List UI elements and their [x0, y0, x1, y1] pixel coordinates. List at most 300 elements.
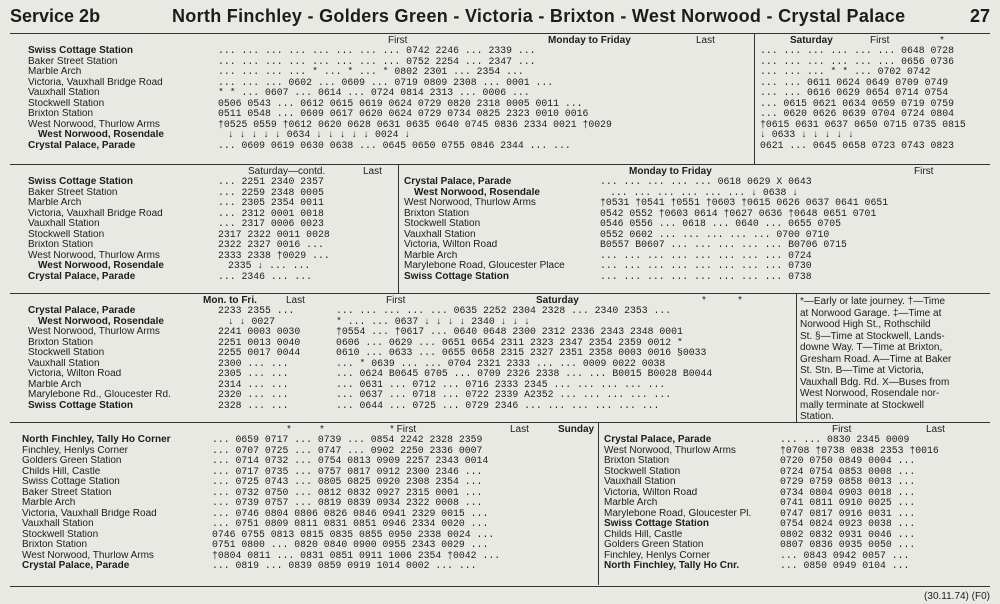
table-row	[28, 338, 348, 349]
table-row	[604, 435, 990, 446]
head-days: Saturday	[536, 295, 579, 306]
head-last: Last	[696, 35, 715, 46]
head-days: Mon. to Fri.	[203, 295, 257, 306]
head-mark: *	[287, 424, 291, 435]
stop-times: †0531 †0541 †0551 †0603 †0615 0626 0637 0641 0651	[600, 198, 889, 208]
timetable-rows	[28, 306, 348, 411]
stop-times: †0708 †0738 0838 2353 †0016	[780, 445, 939, 456]
table-row	[604, 519, 990, 530]
head-first: * First	[390, 424, 417, 435]
head-days: Saturday	[790, 35, 833, 46]
stop-times: 2251 0013 0040	[218, 337, 301, 348]
divider-v2	[398, 165, 399, 293]
stop-name: Finchley, Henlys Corner	[22, 445, 128, 456]
stop-name: Brixton Station	[28, 109, 94, 119]
stop-times: †0615 0631 0637 0650 0715 0735 0815	[760, 119, 966, 130]
table-row	[28, 359, 348, 370]
stop-name: Crystal Palace, Parade	[28, 140, 136, 151]
head-first: First	[914, 166, 934, 177]
stop-times: * * ... 0607 ... 0614 ... 0724 0814 2313 ... 0006 ...	[218, 88, 530, 98]
stop-times: 0506 0543 ... 0612 0615 0619 0624 0729 0820 2318 0005 0011 ...	[218, 98, 583, 109]
table-row	[28, 348, 348, 359]
stop-times: 0610 ... 0633 ... 0655 0658 2315 2327 2351 2358 0003 0016 §0033	[336, 348, 707, 358]
stop-times: ... ... ... ... * ... * ... * 0802 2301 ... 2354 ...	[218, 67, 524, 77]
block-mon-fri-northbound	[404, 167, 990, 282]
table-row	[336, 401, 794, 412]
table-row	[604, 488, 990, 499]
table-row	[28, 57, 750, 68]
stop-times: 2233 2355 ...	[218, 306, 295, 316]
stop-times: ... 0819 ... 0839 0859 0919 1014 0002 ... ...	[212, 561, 477, 571]
table-row	[604, 477, 990, 488]
footer-divider	[10, 586, 990, 587]
table-row	[28, 272, 394, 283]
stop-times: 0511 0548 ... 0609 0617 0620 0624 0729 0734 0825 2323 0010 0016	[218, 109, 589, 119]
stop-name: West Norwood, Rosendale	[38, 130, 164, 140]
stop-name: West Norwood, Thurlow Arms	[28, 119, 160, 130]
table-row	[604, 456, 990, 467]
stop-times: 2333 2338 †0029 ...	[218, 250, 330, 261]
table-row	[28, 177, 394, 188]
table-row	[28, 306, 348, 317]
stop-name: Finchley, Henlys Corner	[604, 550, 710, 561]
stop-name: Marylebone Road, Gloucester Pl.	[604, 508, 752, 519]
head-mark: *	[738, 295, 742, 306]
table-row	[28, 198, 394, 209]
stop-times: * ... ... 0637 ↓ ↓ ↓ ↓ 2340 ↓ ↓ ↓	[336, 316, 531, 327]
stop-times: 0741 0811 0910 0025 ...	[780, 498, 916, 508]
stop-times: ... 2259 2348 0005	[218, 187, 324, 198]
table-row	[336, 369, 794, 380]
stop-times: 2300 ... ...	[218, 358, 289, 369]
stop-name: Vauxhall Station	[404, 229, 476, 240]
stop-name: Marylebone Rd., Gloucester Rd.	[28, 390, 171, 400]
table-row	[28, 317, 348, 328]
stop-times: 0546 0556 ... 0618 ... 0640 ... 0655 0705	[600, 219, 842, 229]
block-heads	[336, 296, 794, 306]
stop-times: ... ... 0616 0629 0654 0714 0754	[760, 88, 949, 98]
table-row	[604, 540, 990, 551]
stop-name: Brixton Station	[28, 337, 94, 348]
stop-name: Swiss Cottage Station	[28, 177, 134, 187]
stop-name: Swiss Cottage Station	[404, 271, 510, 282]
footnote-line: West Norwood, Rosendale nor-	[800, 388, 940, 399]
table-row	[760, 78, 990, 89]
table-row	[28, 109, 750, 120]
table-row	[22, 446, 596, 457]
stop-times: 0747 0817 0916 0031 ...	[780, 508, 916, 519]
table-row	[28, 230, 394, 241]
table-row	[28, 261, 394, 272]
block-saturday-northbound	[336, 296, 794, 411]
stop-name: Marble Arch	[22, 498, 76, 508]
stop-name: Swiss Cottage Station	[28, 400, 134, 411]
table-row	[22, 530, 596, 541]
timetable-rows	[760, 46, 990, 151]
table-row	[22, 435, 596, 446]
table-row	[336, 359, 794, 370]
block-heads	[604, 425, 990, 435]
stop-name: North Finchley, Tally Ho Cnr.	[604, 561, 740, 571]
table-row	[760, 141, 990, 152]
stop-name: Victoria, Vauxhall Bridge Road	[22, 508, 157, 519]
table-row	[28, 240, 394, 251]
stop-times: ... ... ... ... ... ... ... ... 0730	[600, 261, 812, 271]
footer-date: (30.11.74) (F0)	[924, 591, 990, 602]
table-row	[404, 240, 990, 251]
head-days: Sunday	[558, 424, 595, 435]
table-row	[22, 509, 596, 520]
table-row	[28, 369, 348, 380]
block-heads	[28, 167, 394, 177]
stop-name: Crystal Palace, Parade	[22, 561, 130, 571]
table-row	[336, 327, 794, 338]
stop-times: ... ... ... ... ... ... ... ... 0724	[600, 250, 812, 261]
stop-name: Swiss Cottage Station	[22, 477, 120, 487]
block-sunday-southbound	[22, 425, 596, 572]
block-saturday-southbound	[760, 36, 990, 151]
head-days: Saturday—contd.	[248, 166, 326, 177]
table-row	[28, 188, 394, 199]
table-row	[404, 230, 990, 241]
table-row	[336, 380, 794, 391]
stop-times: 0606 ... 0629 ... 0651 0654 2311 2323 2347 2354 2359 0012 *	[336, 337, 683, 348]
table-row	[28, 141, 750, 152]
table-row	[336, 306, 794, 317]
table-row	[404, 177, 990, 188]
table-row	[604, 509, 990, 520]
table-row	[28, 251, 394, 262]
head-last: Last	[926, 424, 945, 435]
stop-times: ↓ ↓ ↓ ↓ ↓ 0634 ↓ ↓ ↓ ↓ ↓ 0024 ↓	[228, 130, 411, 140]
head-last: Last	[510, 424, 529, 435]
stop-times: 2335 ↓ ... ...	[228, 261, 311, 271]
table-row	[604, 530, 990, 541]
table-row	[28, 327, 348, 338]
stop-name: Marylebone Road, Gloucester Place	[404, 261, 565, 271]
stop-times: 2328 ... ...	[218, 400, 289, 411]
timetable-rows	[404, 177, 990, 282]
stop-times: ... ... ... ... ... 0635 2252 2304 2328 ... 2340 2353 ...	[336, 306, 672, 316]
table-row	[604, 498, 990, 509]
divider-h2	[10, 293, 990, 294]
stop-times: 0751 0800 ... 0820 0840 0900 0955 2343 0029 ...	[212, 540, 489, 550]
stop-name: Brixton Station	[404, 208, 470, 219]
table-row	[22, 488, 596, 499]
route-title: North Finchley - Golders Green - Victoria - Brixton - West Norwood - Crystal Palace	[172, 6, 906, 26]
table-row	[760, 120, 990, 131]
stop-name: West Norwood, Rosendale	[414, 187, 540, 198]
stop-times: ... 0739 0757 ... 0819 0839 0934 2322 0008 ...	[212, 498, 483, 508]
stop-times: ... ... ... ... ... ... 0656 0736	[760, 56, 955, 67]
stop-times: ... 0620 0626 0639 0704 0724 0804	[760, 109, 955, 119]
stop-times: 2305 ... ...	[218, 369, 289, 379]
stop-times: ... 0707 0725 ... 0747 ... 0902 2250 2336 0007	[212, 445, 483, 456]
table-row	[28, 390, 348, 401]
table-row	[760, 57, 990, 68]
stop-name: Stockwell Station	[404, 219, 481, 229]
stop-name: Marble Arch	[28, 379, 82, 390]
stop-name: West Norwood, Thurlow Arms	[28, 250, 160, 261]
stop-name: Crystal Palace, Parade	[404, 177, 512, 187]
table-row	[404, 209, 990, 220]
table-row	[22, 551, 596, 562]
stop-times: 2314 ... ...	[218, 379, 289, 390]
table-row	[336, 317, 794, 328]
head-mark: *	[320, 424, 324, 435]
head-first: First	[386, 295, 406, 306]
stop-times: ... 2305 2354 0011	[218, 198, 324, 208]
block-saturday-contd	[28, 167, 394, 282]
stop-times: ... ... ... * * ... 0702 0742	[760, 67, 931, 77]
stop-times: ... ... 0611 0624 0649 0709 0749	[760, 77, 949, 88]
stop-name: Marble Arch	[28, 198, 82, 208]
stop-times: †0804 0811 ... 0831 0851 0911 1006 2354 †0042 ...	[212, 550, 501, 561]
stop-name: Brixton Station	[604, 456, 670, 466]
table-row	[28, 380, 348, 391]
stop-name: West Norwood, Rosendale	[38, 261, 164, 271]
table-row	[28, 46, 750, 57]
table-row	[404, 261, 990, 272]
divider-v3	[796, 294, 797, 422]
stop-times: 0734 0804 0903 0018 ...	[780, 487, 916, 498]
table-row	[760, 88, 990, 99]
service-number: Service 2b	[10, 6, 101, 26]
block-heads	[404, 167, 990, 177]
stop-times: 2241 0003 0030	[218, 327, 301, 337]
stop-times: 2320 ... ...	[218, 390, 289, 400]
timetable-rows	[604, 435, 990, 572]
block-mon-fri-southbound	[28, 36, 750, 151]
stop-times: 0621 ... 0645 0658 0723 0743 0823	[760, 140, 955, 151]
timetable-rows	[336, 306, 794, 411]
footnote-line: downe Way. T—Time at Brixton,	[800, 342, 943, 353]
table-row	[28, 219, 394, 230]
table-row	[760, 109, 990, 120]
divider-v1	[754, 34, 755, 164]
timetable-rows	[28, 46, 750, 151]
table-row	[404, 251, 990, 262]
stop-times: ... 0732 0750 ... 0812 0832 0927 2315 0001 ...	[212, 487, 483, 498]
head-days: Monday to Friday	[629, 166, 712, 177]
stop-times: ... ... ... ... ... ... ... ... 0738	[600, 271, 812, 282]
table-row	[28, 120, 750, 131]
table-row	[22, 540, 596, 551]
stop-times: 0724 0754 0853 0008 ...	[780, 466, 916, 477]
table-row	[336, 390, 794, 401]
stop-times: ... ... 0830 2345 0009	[780, 435, 910, 445]
stop-name: Swiss Cottage Station	[28, 46, 134, 56]
stop-name: West Norwood, Thurlow Arms	[22, 550, 154, 561]
stop-times: 2322 2327 0016 ...	[218, 240, 324, 250]
table-row	[22, 519, 596, 530]
stop-times: ... 0609 0619 0630 0638 ... 0645 0650 0755 0846 2344 ... ...	[218, 140, 571, 151]
stop-name: West Norwood, Thurlow Arms	[28, 327, 160, 337]
table-row	[404, 219, 990, 230]
stop-name: Crystal Palace, Parade	[28, 271, 136, 282]
table-row	[404, 272, 990, 283]
head-last: Last	[286, 295, 305, 306]
stop-times: 0802 0832 0931 0046 ...	[780, 529, 916, 540]
table-row	[22, 561, 596, 572]
stop-times: ... ... ... ... ... 0618 0629 X 0643	[600, 177, 812, 187]
table-row	[22, 467, 596, 478]
stop-name: Vauxhall Station	[604, 477, 676, 487]
table-row	[28, 401, 348, 412]
footnote-line: *—Early or late journey. †—Time	[800, 296, 946, 307]
stop-name: Stockwell Station	[604, 466, 681, 477]
stop-name: Victoria, Vauxhall Bridge Road	[28, 77, 163, 88]
stop-name: Victoria, Wilton Road	[404, 240, 498, 250]
stop-times: ... 0746 0804 0806 0826 0846 0941 2329 0015 ...	[212, 508, 489, 519]
stop-name: Crystal Palace, Parade	[28, 306, 136, 316]
footnote-line: mally terminate at Stockwell	[800, 399, 924, 411]
stop-times: ... 0714 0732 ... 0754 0813 0909 2257 2343 0014	[212, 456, 489, 466]
stop-name: North Finchley, Tally Ho Corner	[22, 435, 171, 445]
stop-times: 0746 0755 0813 0815 0835 0855 0950 2338 0024 ...	[212, 529, 495, 540]
footnote-line: Vauxhall Bdg. Rd. X—Buses from	[800, 376, 950, 388]
stop-times: ... 0631 ... 0712 ... 0716 2333 2345 ... ... ... ... ...	[336, 379, 666, 390]
stop-times: ↓ ↓ 0027	[228, 316, 276, 327]
stop-times: ... 0850 0949 0104 ...	[780, 561, 910, 571]
table-row	[404, 198, 990, 209]
stop-name: Baker Street Station	[28, 56, 118, 67]
stop-name: Vauxhall Station	[22, 519, 94, 529]
stop-name: Vauxhall Station	[28, 88, 100, 98]
stop-times: †0554 ... †0617 ... 0640 0648 2300 2312 2336 2343 2348 0001	[336, 327, 683, 337]
head-first: First	[870, 35, 890, 46]
footnote-line: St. Stn. B—Time at Victoria,	[800, 365, 924, 376]
head-mark: *	[702, 295, 706, 306]
stop-times: ... 0637 ... 0718 ... 0722 2339 A2352 ... ... ... ... ...	[336, 390, 672, 400]
stop-name: Marble Arch	[404, 250, 458, 261]
stop-times: 0542 0552 †0603 0614 †0627 0636 †0648 0651 0701	[600, 208, 877, 219]
header-divider	[10, 33, 990, 34]
head-first: First	[388, 35, 408, 46]
stop-times: ... 0843 0942 0057 ...	[780, 550, 910, 561]
block-sunday-northbound	[604, 425, 990, 572]
stop-times: ... 0717 0735 ... 0757 0817 0912 2300 2346 ...	[212, 466, 483, 477]
stop-times: ... 2251 2340 2357	[218, 177, 324, 187]
footnote-line: St. §—Time at Stockwell, Lands-	[800, 330, 945, 342]
stop-times: 2255 0017 0044	[218, 348, 301, 358]
divider-h1	[10, 164, 990, 165]
stop-times: ... ... ... ... ... ... ... ... 0742 2246 ... 2339 ...	[218, 46, 536, 56]
head-days: Monday to Friday	[548, 35, 631, 46]
stop-times: ... ... ... ... ... ... ↓ 0638 ↓	[610, 187, 799, 198]
table-row	[404, 188, 990, 199]
block-heads	[22, 425, 596, 435]
table-row	[28, 88, 750, 99]
stop-name: West Norwood, Thurlow Arms	[604, 445, 736, 456]
stop-times: †0525 0559 †0612 0620 0628 0631 0635 0640 0745 0836 2334 0021 †0029	[218, 119, 612, 130]
block-heads	[28, 296, 348, 306]
stop-times: ... ... ... 0602 ... 0609 ... 0719 0809 2308 ... 0001 ...	[218, 77, 554, 88]
stop-name: Brixton Station	[28, 240, 94, 250]
stop-times: ... 0624 B0645 0705 ... 0709 2326 2338 ... ... B0015 B0028 B0044	[336, 369, 713, 379]
table-row	[28, 78, 750, 89]
stop-name: Golders Green Station	[22, 456, 122, 466]
stop-times: ... ... ... ... ... ... 0648 0728	[760, 46, 955, 56]
stop-name: Marble Arch	[28, 67, 82, 77]
table-row	[336, 348, 794, 359]
stop-name: Stockwell Station	[28, 229, 105, 240]
stop-times: ... 2346 ... ...	[218, 271, 313, 282]
stop-name: Baker Street Station	[22, 487, 112, 498]
timetable-rows	[22, 435, 596, 572]
page-header	[0, 0, 1000, 34]
stop-name: Crystal Palace, Parade	[604, 435, 712, 445]
divider-v4	[598, 423, 599, 585]
head-first: First	[832, 424, 852, 435]
stop-times: ... 0725 0743 ... 0805 0825 0920 2308 2354 ...	[212, 477, 483, 487]
block-heads	[28, 36, 750, 46]
head-last: Last	[363, 166, 382, 177]
table-row	[28, 209, 394, 220]
footnote-line: Norwood High St., Rothschild	[800, 319, 931, 330]
stop-times: ... * 0639 ... ... 0704 2321 2333 ... ... 0009 0022 0038	[336, 358, 666, 369]
stop-name: Victoria, Wilton Road	[604, 487, 698, 498]
stop-times: ... ... ... ... ... ... ... ... 0752 2254 ... 2347 ...	[218, 56, 536, 67]
stop-times: 0552 0602 ... ... ... ... ... 0700 0710	[600, 229, 830, 240]
stop-name: Brixton Station	[22, 540, 88, 550]
table-row	[604, 446, 990, 457]
stop-name: Victoria, Wilton Road	[28, 369, 122, 379]
table-row	[604, 467, 990, 478]
stop-times: ... 0659 0717 ... 0739 ... 0854 2242 2328 2359	[212, 435, 483, 445]
stop-times: 0720 0750 0849 0004 ...	[780, 456, 916, 466]
stop-times: 0729 0759 0858 0013 ...	[780, 477, 916, 487]
stop-name: Stockwell Station	[28, 348, 105, 358]
stop-times: 0754 0824 0923 0038 ...	[780, 519, 916, 529]
stop-name: Stockwell Station	[22, 529, 99, 540]
table-row	[760, 130, 990, 141]
table-row	[28, 67, 750, 78]
footnote-line: Station.	[800, 411, 834, 422]
block-heads	[760, 36, 990, 46]
stop-name: Victoria, Vauxhall Bridge Road	[28, 208, 163, 219]
table-row	[28, 99, 750, 110]
stop-name: Swiss Cottage Station	[604, 519, 710, 529]
table-row	[760, 99, 990, 110]
table-row	[22, 498, 596, 509]
stop-name: Baker Street Station	[28, 187, 118, 198]
head-mark: *	[940, 35, 944, 46]
footnote-line: Gresham Road. A—Time at Baker	[800, 353, 952, 365]
stop-times: ↓ 0633 ↓ ↓ ↓ ↓ ↓	[760, 130, 855, 140]
stop-times: ... 0751 0809 0811 0831 0851 0946 2334 0020 ...	[212, 519, 489, 529]
table-row	[760, 46, 990, 57]
table-row	[22, 456, 596, 467]
footnote-line: at Norwood Garage. ‡—Time at	[800, 307, 942, 319]
block-mon-fri-last-northbound	[28, 296, 348, 411]
stop-times: ... 0644 ... 0725 ... 0729 2346 ... ... ... ... ... ...	[336, 400, 660, 411]
table-row	[604, 561, 990, 572]
stop-times: B0557 B0607 ... ... ... ... ... B0706 0715	[600, 240, 847, 250]
stop-name: Childs Hill, Castle	[604, 529, 683, 540]
table-row	[28, 130, 750, 141]
stop-times: ... 2312 0001 0018	[218, 208, 324, 219]
table-row	[604, 551, 990, 562]
stop-times: 0807 0836 0935 0050 ...	[780, 540, 916, 550]
stop-times: ... 2317 0006 0023	[218, 219, 324, 229]
stop-name: Vauxhall Station	[28, 358, 100, 369]
stop-name: West Norwood, Thurlow Arms	[404, 198, 536, 208]
footnotes	[800, 296, 951, 423]
stop-times: 2317 2322 0011 0028	[218, 229, 330, 240]
stop-name: West Norwood, Rosendale	[38, 316, 164, 327]
stop-name: Golders Green Station	[604, 540, 704, 550]
